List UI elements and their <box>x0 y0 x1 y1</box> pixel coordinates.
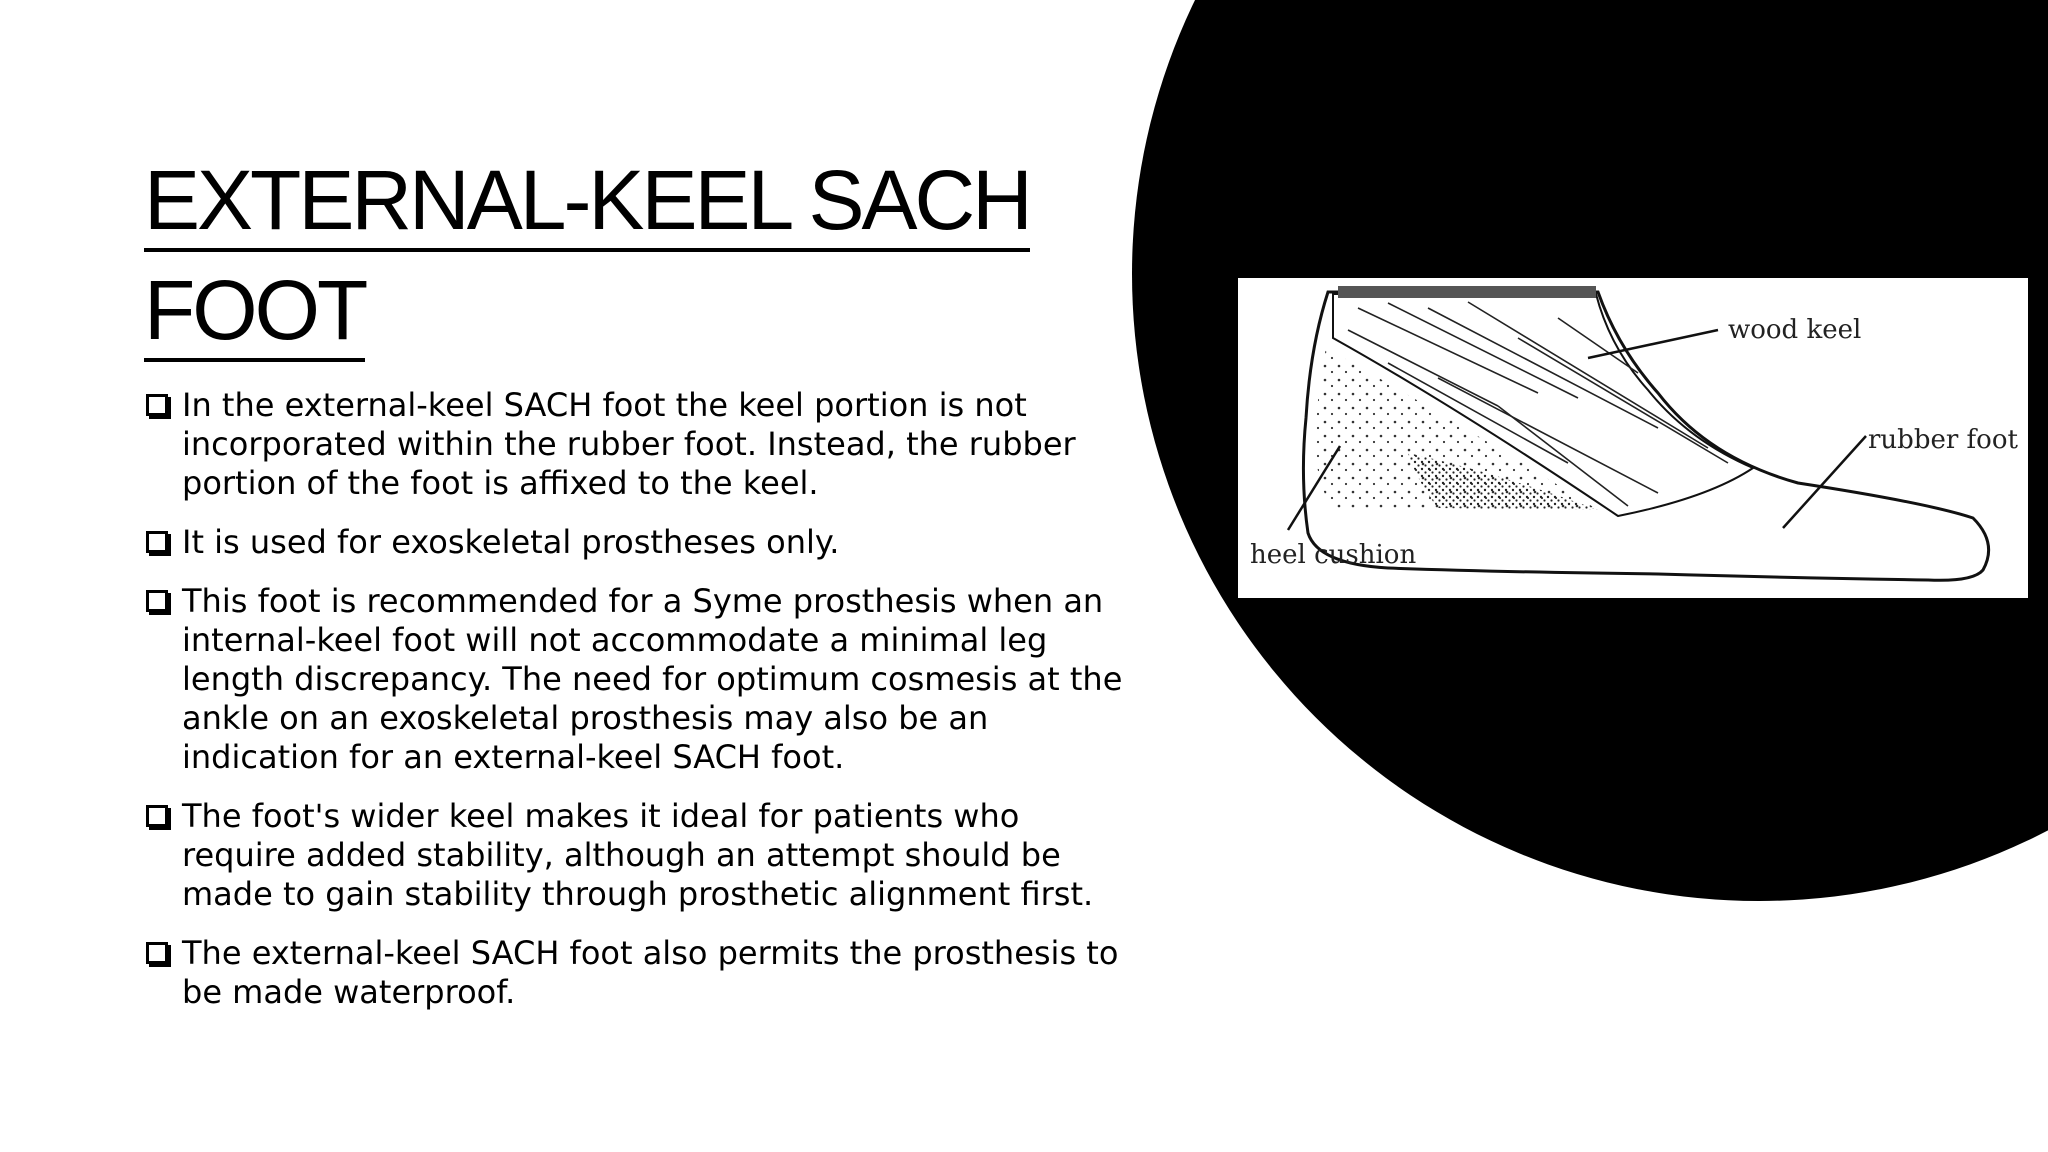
bullet-item <box>146 523 1126 562</box>
title-line-1: EXTERNAL-KEEL SACH <box>144 152 1030 252</box>
sach-foot-figure <box>1238 278 2028 598</box>
keel-top-hatch <box>1338 286 1596 298</box>
checkbox-bullet-icon <box>146 590 168 612</box>
checkbox-bullet-icon <box>146 531 168 553</box>
slide-title <box>144 148 1044 368</box>
checkbox-bullet-icon <box>146 394 168 416</box>
title-line-2: FOOT <box>144 262 365 362</box>
bullet-text: It is used for exoskeletal prostheses only. <box>182 523 840 561</box>
bullet-item <box>146 934 1126 1012</box>
bullet-item <box>146 797 1126 914</box>
bullet-list <box>146 386 1126 1032</box>
checkbox-bullet-icon <box>146 805 168 827</box>
sach-foot-diagram <box>1238 278 2028 598</box>
bullet-text: The foot's wider keel makes it ideal for patients who require added stability, although an attempt should be made to gain stability through prosthetic alignment first. <box>182 797 1094 913</box>
checkbox-bullet-icon <box>146 942 168 964</box>
bullet-text: The external-keel SACH foot also permits the prosthesis to be made waterproof. <box>182 934 1119 1011</box>
bullet-item <box>146 582 1126 777</box>
heel-cushion-label: heel cushion <box>1250 540 1417 570</box>
rubber-foot-label: rubber foot <box>1868 425 2018 455</box>
bullet-text: In the external-keel SACH foot the keel portion is not incorporated within the rubber foot. Instead, the rubber portion of the foot is affixed to the keel. <box>182 386 1076 502</box>
bullet-item <box>146 386 1126 503</box>
wood-keel-label: wood keel <box>1728 315 1862 345</box>
bullet-text: This foot is recommended for a Syme prosthesis when an internal-keel foot will not accommodate a minimal leg length discrepancy. The need for optimum cosmesis at the ankle on an exoskeletal prosthesis may also be an indication for an external-keel SACH foot. <box>182 582 1123 776</box>
